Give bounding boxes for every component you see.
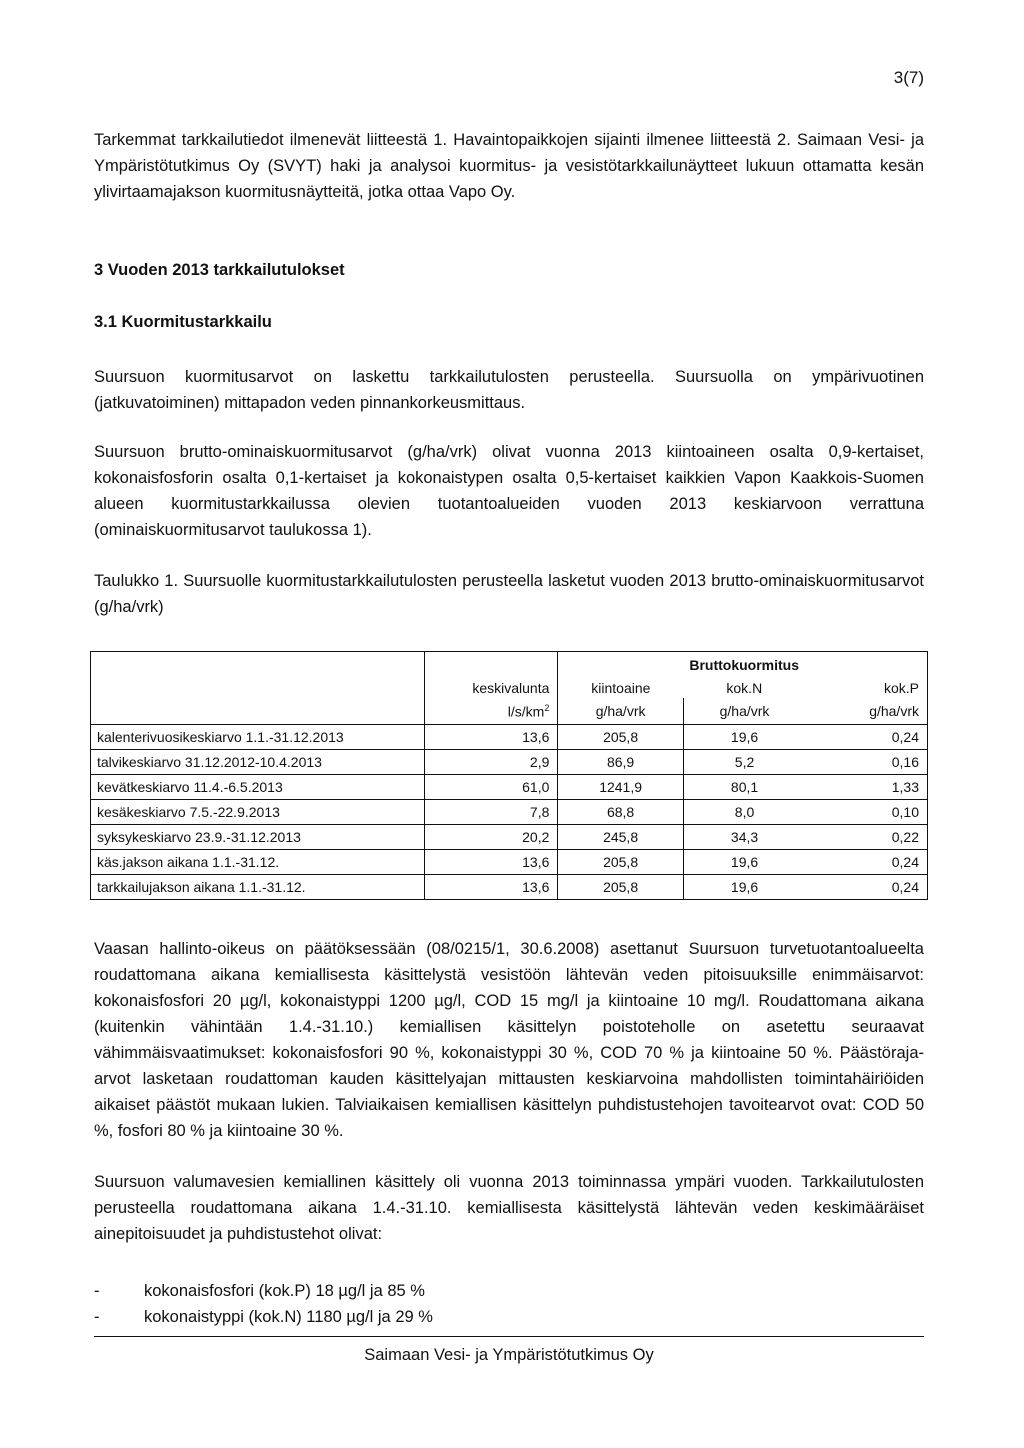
col-n-unit: g/ha/vrk xyxy=(683,698,805,725)
list-item: - kokonaisfosfori (kok.P) 18 µg/l ja 85 % xyxy=(94,1278,433,1304)
paragraph-3: Vaasan hallinto-oikeus on päätöksessään (08/0215/1, 30.6.2008) asettanut Suursuon turvetuotantoalueelta roudattomana aikana kemiallisesta käsittelystä vesistöön lähtevän veden pitoisuuksille enimmäisarvot: kokonaisfosfori 20 µg/l, kokonaistyppi 1200 µg/l, COD 15 mg/l ja kiintoaine 10 mg/l. Roudattomana aikana (kuitenkin vähintään 1.4.-31.10.) kemiallisen käsittelyn poistoteholle on asetettu seuraavat vähimmäisvaatimukset: kokonaisfosfori 90 %, kokonaistyppi 30 %, COD 70 % ja kiintoaine 50 %. Päästöraja-arvot lasketaan roudattoman kauden käsittelyajan mittausten keskiarvoina mahdollisten toimintahäiriöiden aikaiset päästöt mukaan lukien. Talviaikaisen kemiallisen käsittelyn puhdistustehojen tavoitearvot ovat: COD 50 %, fosfori 80 % ja kiintoaine 30 %. xyxy=(94,940,924,1140)
bullet-list xyxy=(94,1278,433,1330)
table-row: kalenterivuosikeskiarvo 1.1.-31.12.2013 13,6 205,8 19,6 0,24 xyxy=(91,725,928,750)
footer-divider xyxy=(94,1336,924,1337)
col-solids-unit: g/ha/vrk xyxy=(558,698,683,725)
paragraph-2: Suursuon brutto-ominaiskuormitusarvot (g/ha/vrk) olivat vuonna 2013 kiintoaineen osalta 0,9-kertaiset, kokonaisfosforin osalta 0,1-kertaiset ja kokonaistypen osalta 0,5-kertaiset kaikkien Vapon Kaakkois-Suomen alueen kuormitustarkkailussa olevien tuotantoalueiden vuoden 2013 keskiarvoon verrattuna (ominaiskuormitusarvot taulukossa 1). xyxy=(94,443,924,539)
col-flow-unit: $l/s/km^2$ xyxy=(424,698,558,725)
table-header-names-row xyxy=(91,678,928,698)
col-n-header: kok.N xyxy=(726,680,763,696)
col-p-unit: g/ha/vrk xyxy=(805,698,927,725)
list-item: - kokonaistyppi (kok.N) 1180 µg/l ja 29 % xyxy=(94,1304,433,1330)
col-solids-header: kiintoaine xyxy=(558,678,683,698)
paragraph-1: Suursuon kuormitusarvot on laskettu tarkkailutulosten perusteella. Suursuolla on ympärivuotinen (jatkuvatoiminen) mittapadon veden pinnankorkeusmittaus. xyxy=(94,368,924,412)
section-heading: 3 Vuoden 2013 tarkkailutulokset xyxy=(94,261,345,279)
table-row: kesäkeskiarvo 7.5.-22.9.2013 7,8 68,8 8,0 0,10 xyxy=(91,800,928,825)
table-row: tarkkailujakson aikana 1.1.-31.12. 13,6 205,8 19,6 0,24 xyxy=(91,875,928,900)
table-row: kevätkeskiarvo 11.4.-6.5.2013 61,0 1241,9 80,1 1,33 xyxy=(91,775,928,800)
subsection-heading: 3.1 Kuormitustarkkailu xyxy=(94,313,272,331)
table-row: talvikeskiarvo 31.12.2012-10.4.2013 2,9 86,9 5,2 0,16 xyxy=(91,750,928,775)
table-header-units-row xyxy=(91,698,928,725)
load-table xyxy=(90,651,928,900)
table-row: syksykeskiarvo 23.9.-31.12.2013 20,2 245,8 34,3 0,22 xyxy=(91,825,928,850)
bullet-marker: - xyxy=(94,1308,100,1326)
col-flow-header: keskivalunta xyxy=(472,680,550,696)
table-row: käs.jakson aikana 1.1.-31.12. 13,6 205,8 19,6 0,24 xyxy=(91,850,928,875)
intro-paragraph: Tarkemmat tarkkailutiedot ilmenevät liitteestä 1. Havaintopaikkojen sijainti ilmenee liitteestä 2. Saimaan Vesi- ja Ympäristötutkimus Oy (SVYT) haki ja analysoi kuormitus- ja vesistötarkkailunäytteet lukuun ottamatta kesän ylivirtaamajakson kuormitusnäytteitä, jotka ottaa Vapo Oy. xyxy=(94,131,924,201)
bullet-marker: - xyxy=(94,1282,100,1300)
table-caption: Taulukko 1. Suursuolle kuormitustarkkailutulosten perusteella lasketut vuoden 2013 brutto-ominaiskuormitusarvot (g/ha/vrk) xyxy=(94,572,924,616)
group-header: Bruttokuormitus xyxy=(689,657,799,673)
table-header-group-row xyxy=(91,652,928,679)
paragraph-4: Suursuon valumavesien kemiallinen käsittely oli vuonna 2013 toiminnassa ympäri vuoden. Tarkkailutulosten perusteella roudattomana aikana 1.4.-31.10. kemiallisesta käsittelystä lähtevän veden keskimääräiset ainepitoisuudet ja puhdistustehot olivat: xyxy=(94,1173,924,1243)
col-p-header: kok.P xyxy=(883,680,919,696)
page-footer: Saimaan Vesi- ja Ympäristötutkimus Oy xyxy=(364,1346,654,1364)
page-number: 3(7) xyxy=(893,68,924,87)
